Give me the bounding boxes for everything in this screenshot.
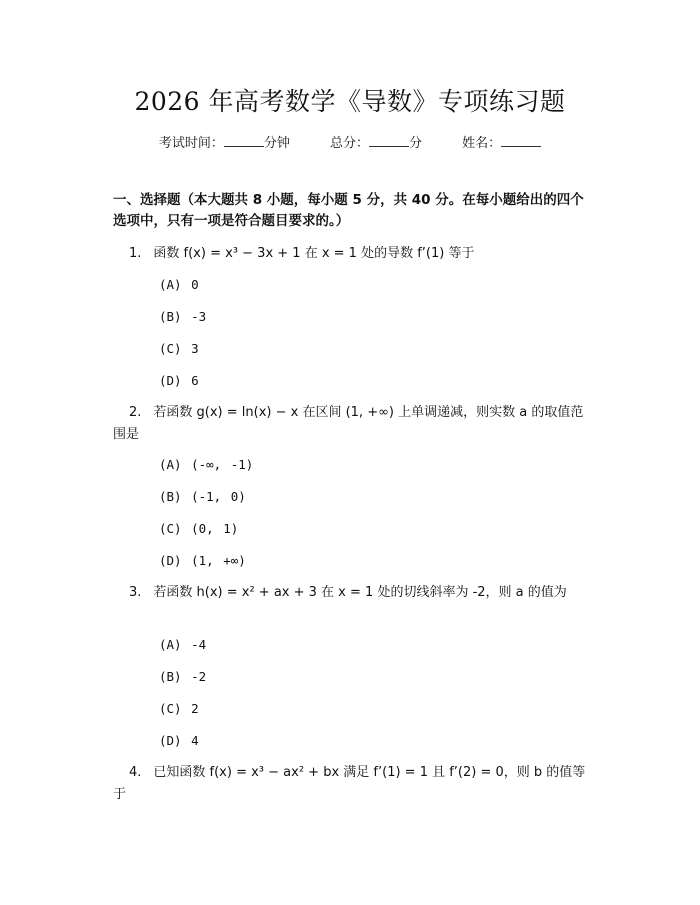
total-score-blank[interactable] [369,135,409,147]
exam-time-label: 考试时间： [158,136,224,151]
question-text: 若函数 h(x) = x² + ax + 3 在 x = 1 处的切线斜率为 -2，则 a 的值为 [153,585,567,600]
question-2-option-d[interactable]: (D) (1, +∞) [159,553,246,568]
question-1 [113,243,591,265]
question-3-option-a[interactable]: (A) -4 [159,637,207,652]
student-name-field [462,132,541,151]
page-title: 2026 年高考数学《导数》专项练习题 [134,87,566,116]
question-1-option-c[interactable]: (C) 3 [159,341,199,356]
question-text: 若函数 g(x) = ln(x) − x 在区间 (1, +∞) 上单调递减，则实数 a 的取值范围是 [113,405,584,442]
question-number: 2. [129,405,142,420]
question-number: 1. [129,246,142,261]
section-heading: 一、选择题（本大题共 8 小题，每小题 5 分，共 40 分。在每小题给出的四个选项中，只有一项是符合题目要求的。） [113,192,584,229]
exam-time-unit: 分钟 [263,136,290,151]
student-name-blank[interactable] [501,135,541,147]
exam-info-line [0,132,700,151]
question-2 [113,402,591,446]
total-score-label: 总分： [329,136,369,151]
exam-time-field [159,132,290,151]
question-3-option-d[interactable]: (D) 4 [159,733,199,748]
question-text: 函数 f(x) = x³ − 3x + 1 在 x = 1 处的导数 f’(1) 等于 [153,246,475,261]
question-3 [113,582,591,604]
question-2-option-c[interactable]: (C) (0, 1) [159,521,239,536]
question-text: 已知函数 f(x) = x³ − ax² + bx 满足 f’(1) = 1 且 f’(2) = 0，则 b 的值等于 [113,765,586,802]
question-4 [113,762,591,806]
question-1-option-b[interactable]: (B) -3 [159,309,207,324]
question-number: 3. [129,585,142,600]
question-3-option-c[interactable]: (C) 2 [159,701,199,716]
exam-time-blank[interactable] [224,135,264,147]
question-1-option-a[interactable]: (A) 0 [159,277,199,292]
question-number: 4. [129,765,142,780]
question-2-option-b[interactable]: (B) (-1, 0) [159,489,246,504]
question-3-option-b[interactable]: (B) -2 [159,669,207,684]
total-score-field [330,132,422,151]
total-score-unit: 分 [409,136,423,151]
student-name-label: 姓名： [462,136,502,151]
question-1-option-d[interactable]: (D) 6 [159,373,199,388]
question-2-option-a[interactable]: (A) (-∞, -1) [159,457,254,472]
